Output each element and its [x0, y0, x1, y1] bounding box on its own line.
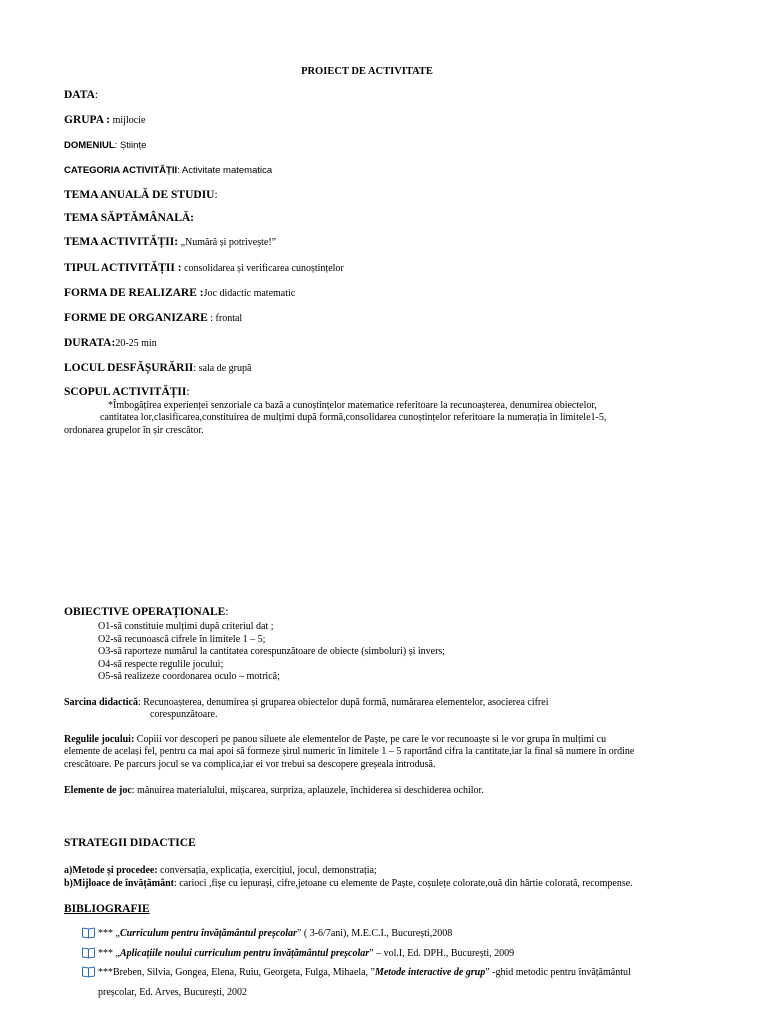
bibliografie-item-continuation: preșcolar, Ed. Arves, București, 2002 [98, 987, 248, 998]
field-data: DATA: [64, 89, 99, 101]
obiectiv-item: O2-să recunoască cifrele în limitele 1 – 5; [98, 634, 266, 645]
bibliografie-item: *** „Aplicațiile noului curriculum pentru învățământul preșcolar” – vol.I, Ed. DPH., București, 2009 [82, 948, 514, 960]
obiectiv-item: O5-să realizeze coordonarea oculo – motrică; [98, 671, 280, 682]
book-icon [82, 967, 94, 976]
regulile-jocului: Regulile jocului: Copiii vor descoperi pe panou siluete ale elementelor de Paște, pe care le vor recunoaște si le vor grupa în mulțimi cu [64, 734, 607, 745]
mijloace-invatamant: b)Mijloace de învățământ: carioci ,fișe cu iepurași, cifre,jetoane cu elemente de Paște, coșulețe colorate,ouă din hârtie colorată, recompense. [64, 878, 633, 889]
field-durata: DURATA:20-25 min [64, 337, 157, 349]
obiective-heading: OBIECTIVE OPERAȚIONALE: [64, 606, 229, 618]
sarcina-continuation: corespunzătoare. [150, 709, 218, 720]
bibliografie-item: *** „Curriculum pentru învățământul preșcolar” ( 3-6/7ani), M.E.C.I., București,2008 [82, 928, 452, 940]
field-domeniul: DOMENIUL: Științe [64, 140, 147, 151]
regulile-line: crescătoare. Pe parcurs jocul se va complica,iar ei vor trebui sa descopere greșeala introdusă. [64, 759, 436, 770]
field-tipul-activitatii: TIPUL ACTIVITĂȚII : consolidarea și verificarea cunoștințelor [64, 262, 344, 274]
strategii-heading: STRATEGII DIDACTICE [64, 837, 196, 849]
obiectiv-item: O1-să constituie mulțimi după criteriul dat ; [98, 621, 274, 632]
field-grupa: GRUPA : mijlocie [64, 114, 146, 126]
regulile-line: elemente de același fel, pentru ca mai apoi să formeze șirul numeric în limitele 1 – 5 raportând cifra la cantitate,iar la final să numere în ordine [64, 746, 635, 757]
book-icon [82, 928, 94, 937]
book-icon [82, 948, 94, 957]
elemente-de-joc: Elemente de joc: mânuirea materialului, mișcarea, surpriza, aplauzele, închiderea si deschiderea ochilor. [64, 785, 484, 796]
field-tema-anuala: TEMA ANUALĂ DE STUDIU: [64, 189, 218, 201]
scopul-line: *Îmbogățirea experienței senzoriale ca bază a cunoștințelor matematice referitoare la recunoașterea, denumirea obiectelor, [108, 400, 597, 411]
obiectiv-item: O4-să respecte regulile jocului; [98, 659, 224, 670]
metode-procedee: a)Metode și procedee: conversația, explicația, exercițiul, jocul, demonstrația; [64, 865, 377, 876]
field-categoria: CATEGORIA ACTIVITĂȚII: Activitate matematica [64, 165, 273, 176]
bibliografie-heading: BIBLIOGRAFIE [64, 903, 150, 915]
field-tema-activitatii: TEMA ACTIVITĂȚII: „Numără și potrivește!” [64, 236, 277, 248]
field-tema-saptamanala: TEMA SĂPTĂMÂNALĂ: [64, 212, 195, 224]
bibliografie-item: ***Breben, Silvia, Gongea, Elena, Ruiu, Georgeta, Fulga, Mihaela, ”Metode interactive de grup” -ghid metodic pentru învățământul [82, 967, 631, 979]
scopul-line: ordonarea grupelor în șir crescător. [64, 425, 204, 436]
field-locul: LOCUL DESFĂȘURĂRII: sala de grupă [64, 362, 252, 374]
field-forma-realizare: FORMA DE REALIZARE :Joc didactic matematic [64, 287, 296, 299]
obiectiv-item: O3-să raporteze numărul la cantitatea corespunzătoare de obiecte (simboluri) și invers; [98, 646, 446, 657]
field-forme-organizare: FORME DE ORGANIZARE : frontal [64, 312, 243, 324]
sarcina-didactica: Sarcina didactică: Recunoașterea, denumirea și gruparea obiectelor după formă, numărarea elementelor, asocierea cifrei [64, 697, 549, 708]
document-title: PROIECT DE ACTIVITATE [301, 66, 433, 77]
field-scopul: SCOPUL ACTIVITĂȚII: [64, 386, 190, 398]
scopul-line: cantitatea lor,clasificarea,constituirea de mulțimi după formă,consolidarea cunoștințelor referitoare la numerația în limitele1-5, [100, 412, 607, 423]
